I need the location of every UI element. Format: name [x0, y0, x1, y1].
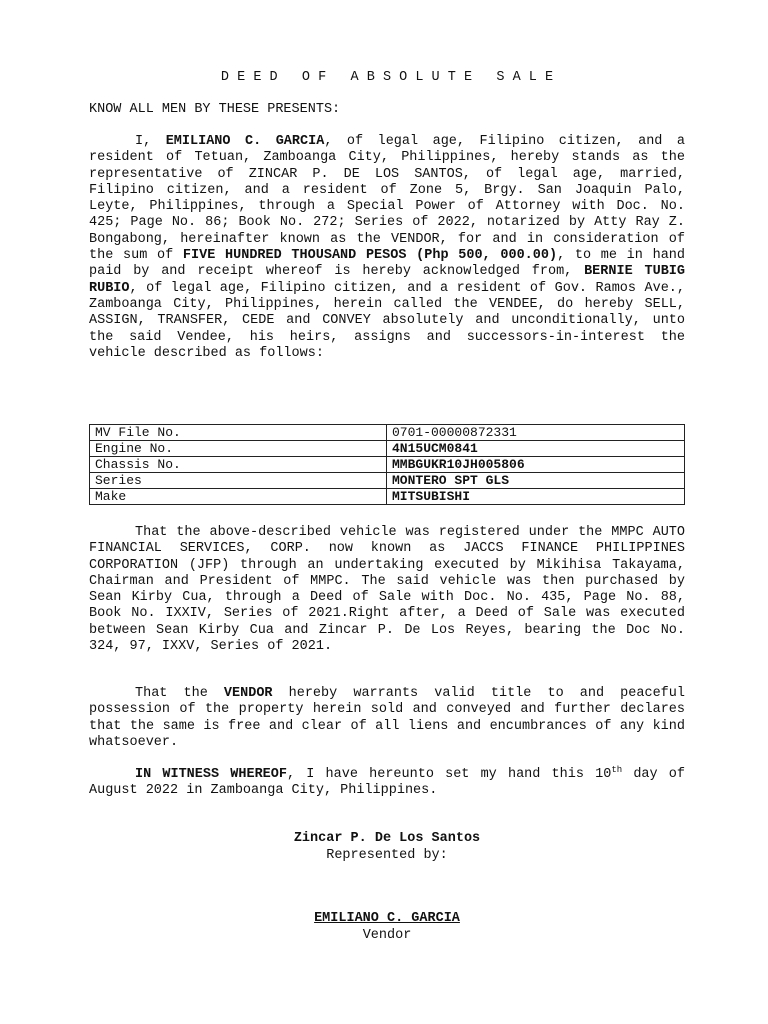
sale-amount: FIVE HUNDRED THOUSAND PESOS (Php 500, 000.00)	[182, 248, 558, 264]
paragraph-witness	[89, 767, 685, 800]
row-label: Make	[90, 489, 387, 505]
principal-name: Zincar P. De Los Santos	[293, 831, 481, 846]
signatory-block	[89, 911, 685, 927]
paragraph-conveyance	[89, 134, 685, 362]
represented-by-label: Represented by:	[326, 848, 448, 863]
p1-text-d: , of legal age, Filipino citizen, and a resident of Gov. Ramos Ave., Zamboanga City, Philippines, herein called the VENDEE, do hereby SELL, ASSIGN, TRANSFER, CEDE and CONVEY absolutely and unconditionally, unto the said Vendee, his heirs, assigns and successors-in-interest the vehicle described as follows:	[89, 280, 685, 361]
paragraph-warranty	[89, 686, 685, 751]
p1-text-c: , to me in hand paid by and receipt whereof is hereby acknowledged from,	[89, 248, 685, 280]
row-value: 4N15UCM0841	[387, 441, 685, 457]
table-row	[90, 457, 685, 473]
p1-text-a: I,	[135, 134, 166, 149]
row-label: Engine No.	[90, 441, 387, 457]
signatory-name: EMILIANO C. GARCIA	[314, 911, 460, 926]
row-value: MMBGUKR10JH005806	[387, 457, 685, 473]
row-value: MONTERO SPT GLS	[387, 473, 685, 489]
row-label: MV File No.	[90, 425, 387, 441]
vendee-name: BERNIE TUBIG RUBIO	[89, 264, 685, 296]
table-row	[90, 425, 685, 441]
intro-line: KNOW ALL MEN BY THESE PRESENTS:	[89, 102, 341, 117]
p1-text-b: , of legal age, Filipino citizen, and a resident of Tetuan, Zamboanga City, Philippines, hereby stands as the representative of ZINCAR P. DE LOS SANTOS, of legal age, married, Filipino citizen, and a resident of Zone 5, Brgy. San Joaquin Palo, Leyte, Philippines, through a Special Power of Attorney with Doc. No. 425; Page No. 86; Book No. 272; Series of 2022, notarized by Atty Ray Z. Bongabong, hereinafter known as the VENDOR, for and in consideration of the sum of	[89, 134, 685, 264]
vehicle-details-table	[89, 424, 685, 505]
p3-text-a: That the	[135, 686, 224, 701]
table-row	[90, 473, 685, 489]
vendor-name: EMILIANO C. GARCIA	[165, 134, 325, 149]
row-value: MITSUBISHI	[387, 489, 685, 505]
p3-text-b: hereby warrants valid title to and peaceful possession of the property herein sold and conveyed and further declares that the same is free and clear of all liens and encumbrances of any kind whatsoever.	[89, 686, 685, 750]
p4-text-a: , I have hereunto set my hand this 10	[286, 767, 612, 782]
vendor-term: VENDOR	[223, 686, 273, 701]
signatory-role: Vendor	[362, 928, 412, 943]
row-value: 0701-00000872331	[387, 425, 685, 441]
table-row	[90, 441, 685, 457]
p4-text-b: day of August 2022 in Zamboanga City, Philippines.	[89, 767, 685, 799]
paragraph-registration: That the above-described vehicle was registered under the MMPC AUTO FINANCIAL SERVICES, CORP. now known as JACCS FINANCE PHILIPPINES CORPORATION (JFP) through an undertaking executed by Mikihisa Takayama, Chairman and President of MMPC. The said vehicle was then purchased by Sean Kirby Cua, through a Deed of Sale with Doc. No. 435, Page No. 88, Book No. IXXIV, Series of 2021.Right after, a Deed of Sale was executed between Sean Kirby Cua and Zincar P. De Los Reyes, bearing the Doc No. 324, 97, IXXV, Series of 2021.	[89, 525, 685, 655]
date-suffix: th	[611, 765, 623, 775]
witness-lead: IN WITNESS WHEREOF	[135, 767, 287, 782]
table-row	[90, 489, 685, 505]
row-label: Chassis No.	[90, 457, 387, 473]
row-label: Series	[90, 473, 387, 489]
document-title: D E E D O F A B S O L U T E S A L E	[220, 70, 554, 85]
